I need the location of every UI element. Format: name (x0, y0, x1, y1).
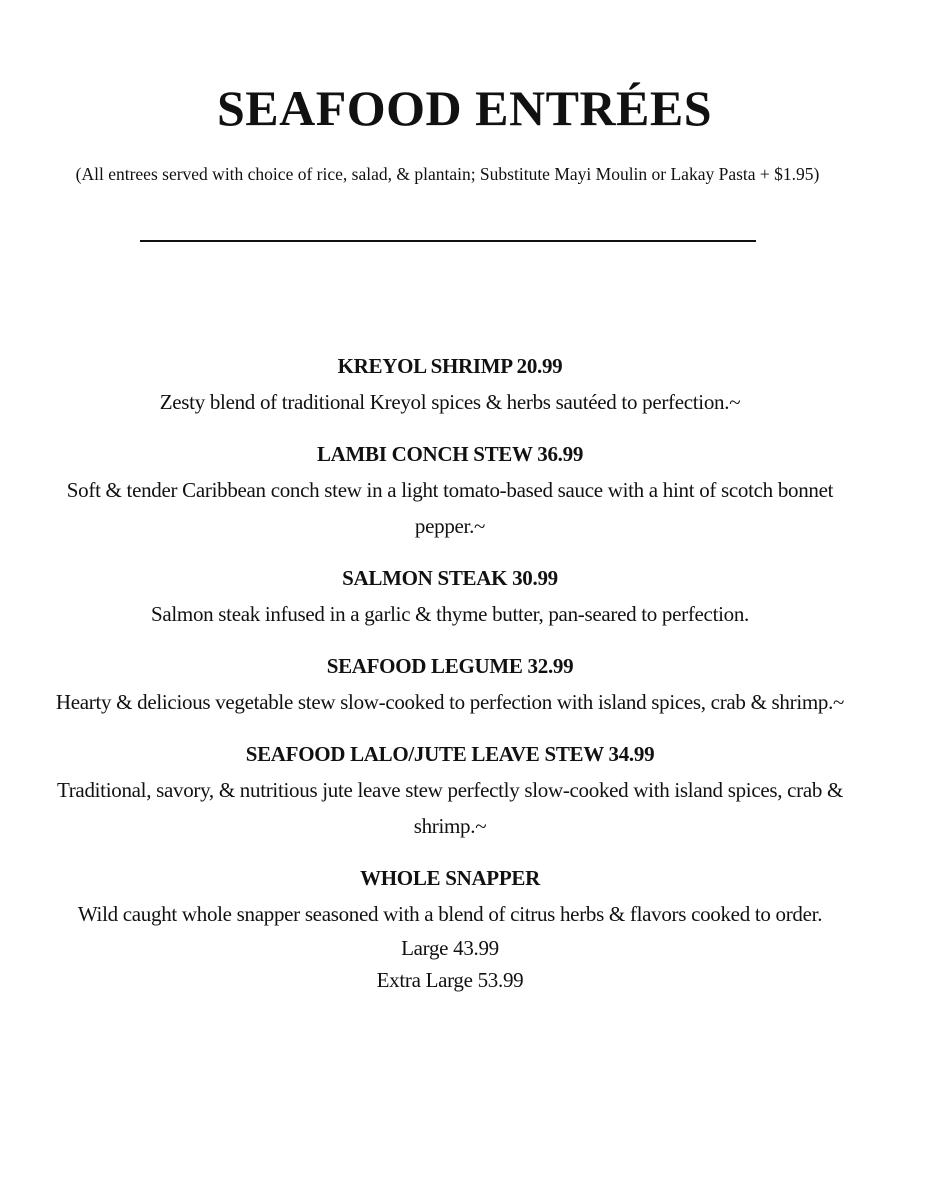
divider (140, 240, 756, 242)
menu-item-name: SEAFOOD LEGUME 32.99 (326, 654, 574, 678)
menu-item (40, 864, 860, 996)
menu-item-name: SALMON STEAK 30.99 (342, 566, 558, 590)
menu-title: SEAFOOD ENTRÉES (216, 80, 713, 136)
menu-item-name: KREYOL SHRIMP 20.99 (337, 354, 563, 378)
menu-item (40, 652, 860, 720)
menu-item-name: WHOLE SNAPPER (360, 866, 540, 890)
menu-item (40, 440, 860, 544)
menu-item-description: Salmon steak infused in a garlic & thyme butter, pan-seared to perfection. (150, 602, 749, 626)
menu-items (40, 352, 860, 1016)
menu-item (40, 740, 860, 844)
menu-item-description: Soft & tender Caribbean conch stew in a light tomato-based sauce with a hint of scotch bonnet pepper.~ (66, 478, 834, 538)
menu-item-description: Wild caught whole snapper seasoned with a blend of citrus herbs & flavors cooked to order. (77, 902, 823, 926)
size-price-large: Large 43.99 (401, 936, 499, 960)
menu-subtitle: (All entrees served with choice of rice, salad, & plantain; Substitute Mayi Moulin or Lakay Pasta + $1.95) (75, 164, 820, 184)
menu-item-description: Zesty blend of traditional Kreyol spices & herbs sautéed to perfection.~ (159, 390, 741, 414)
menu-item-name: SEAFOOD LALO/JUTE LEAVE STEW 34.99 (245, 742, 655, 766)
menu-item (40, 352, 860, 420)
menu-item (40, 564, 860, 632)
size-price-extra-large: Extra Large 53.99 (376, 968, 524, 992)
menu-item-name: LAMBI CONCH STEW 36.99 (316, 442, 584, 466)
menu-item-description: Traditional, savory, & nutritious jute leave stew perfectly slow-cooked with island spices, crab & shrimp.~ (56, 778, 844, 838)
menu-item-description: Hearty & delicious vegetable stew slow-cooked to perfection with island spices, crab & shrimp.~ (55, 690, 845, 714)
